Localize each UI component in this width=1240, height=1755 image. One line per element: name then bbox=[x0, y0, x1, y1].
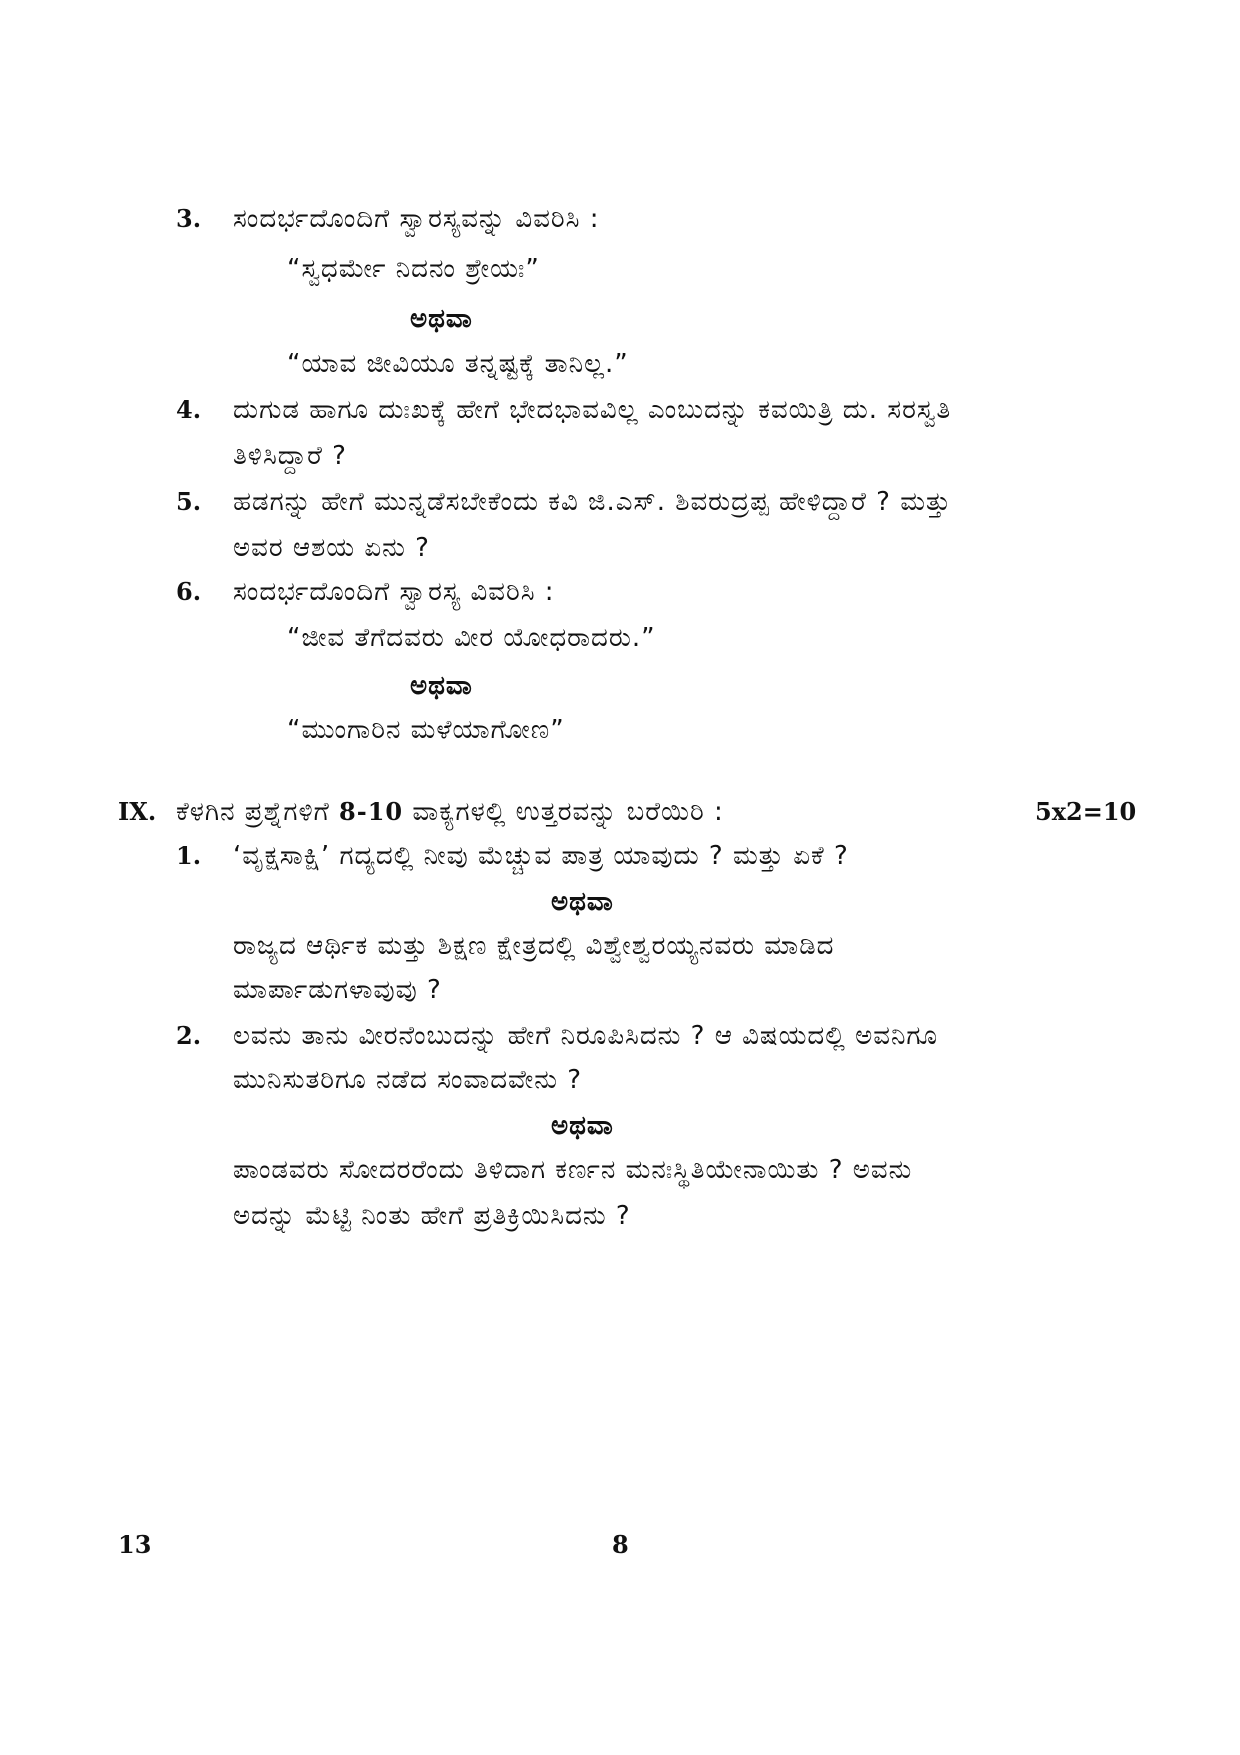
section-numeral: IX. bbox=[118, 797, 157, 826]
question-text: ಮುನಿಸುತರಿಗೂ ನಡೆದ ಸಂವಾದವೇನು ? bbox=[233, 1065, 583, 1095]
question-text: ‘ವೃಕ್ಷಸಾಕ್ಷಿ’ ಗದ್ಯದಲ್ಲಿ ನೀವು ಮೆಚ್ಚುವ ಪಾತ್ರ ಯಾವುದು ? ಮತ್ತು ಏಕೆ ? bbox=[233, 841, 849, 871]
question-number: 1. bbox=[176, 841, 202, 870]
quote-text: “ಮುಂಗಾರಿನ ಮಳೆಯಾಗೋಣ” bbox=[287, 715, 565, 745]
paper-code: 13 bbox=[118, 1530, 152, 1559]
question-text: ಅವರ ಆಶಯ ಏನು ? bbox=[233, 533, 430, 563]
or-label: ಅಥವಾ bbox=[551, 1111, 614, 1141]
question-text: ಲವನು ತಾನು ವೀರನೆಂಬುದನ್ನು ಹೇಗೆ ನಿರೂಪಿಸಿದನು ? ಆ ವಿಷಯದಲ್ಲಿ ಅವನಿಗೂ bbox=[233, 1021, 939, 1051]
quote-text: “ಯಾವ ಜೀವಿಯೂ ತನ್ನಷ್ಟಕ್ಕೆ ತಾನಿಲ್ಲ.” bbox=[287, 349, 629, 379]
section-marks: 5x2=10 bbox=[1035, 797, 1137, 826]
section-instruction bbox=[176, 796, 724, 828]
instruction-suffix: ವಾಕ್ಯಗಳಲ್ಲಿ ಉತ್ತರವನ್ನು ಬರೆಯಿರಿ : bbox=[412, 797, 724, 827]
alt-question-text: ಪಾಂಡವರು ಸೋದರರೆಂದು ತಿಳಿದಾಗ ಕರ್ಣನ ಮನಃಸ್ಥಿತಿಯೇನಾಯಿತು ? ಅವನು bbox=[233, 1155, 913, 1185]
alt-question-text: ಮಾರ್ಪಾಡುಗಳಾವುವು ? bbox=[233, 975, 442, 1005]
quote-text: “ಜೀವ ತೆಗೆದವರು ವೀರ ಯೋಧರಾದರು.” bbox=[287, 623, 656, 653]
or-label: ಅಥವಾ bbox=[551, 887, 614, 917]
question-text: ತಿಳಿಸಿದ್ದಾರೆ ? bbox=[233, 441, 347, 471]
question-text: ಹಡಗನ್ನು ಹೇಗೆ ಮುನ್ನಡೆಸಬೇಕೆಂದು ಕವಿ ಜಿ.ಎಸ್. ಶಿವರುದ್ರಪ್ಪ ಹೇಳಿದ್ದಾರೆ ? ಮತ್ತು bbox=[233, 487, 952, 517]
question-number: 6. bbox=[176, 577, 202, 606]
question-text: ದುಗುಡ ಹಾಗೂ ದುಃಖಕ್ಕೆ ಹೇಗೆ ಭೇದಭಾವವಿಲ್ಲ ಎಂಬುದನ್ನು ಕವಯಿತ್ರಿ ದು. ಸರಸ್ವತಿ bbox=[233, 395, 952, 425]
question-number: 4. bbox=[176, 395, 202, 424]
question-number: 3. bbox=[176, 204, 202, 233]
question-number: 2. bbox=[176, 1021, 202, 1050]
alt-question-text: ಅದನ್ನು ಮೆಟ್ಟಿ ನಿಂತು ಹೇಗೆ ಪ್ರತಿಕ್ರಿಯಿಸಿದನು ? bbox=[233, 1201, 631, 1231]
instruction-prefix: ಕೆಳಗಿನ ಪ್ರಶ್ನೆಗಳಿಗೆ bbox=[176, 797, 330, 827]
or-label: ಅಥವಾ bbox=[410, 304, 473, 334]
question-number: 5. bbox=[176, 487, 202, 516]
alt-question-text: ರಾಜ್ಯದ ಆರ್ಥಿಕ ಮತ್ತು ಶಿಕ್ಷಣ ಕ್ಷೇತ್ರದಲ್ಲಿ ವಿಶ್ವೇಶ್ವರಯ್ಯನವರು ಮಾಡಿದ bbox=[233, 931, 835, 961]
instruction-range: 8-10 bbox=[339, 797, 404, 826]
question-text: ಸಂದರ್ಭದೊಂದಿಗೆ ಸ್ವಾರಸ್ಯ ವಿವರಿಸಿ : bbox=[233, 577, 555, 607]
quote-text: “ಸ್ವಧರ್ಮೇ ನಿದನಂ ಶ್ರೇಯಃ” bbox=[287, 254, 540, 284]
or-label: ಅಥವಾ bbox=[410, 671, 473, 701]
page-number: 8 bbox=[612, 1530, 629, 1559]
question-text: ಸಂದರ್ಭದೊಂದಿಗೆ ಸ್ವಾರಸ್ಯವನ್ನು ವಿವರಿಸಿ : bbox=[233, 204, 600, 234]
